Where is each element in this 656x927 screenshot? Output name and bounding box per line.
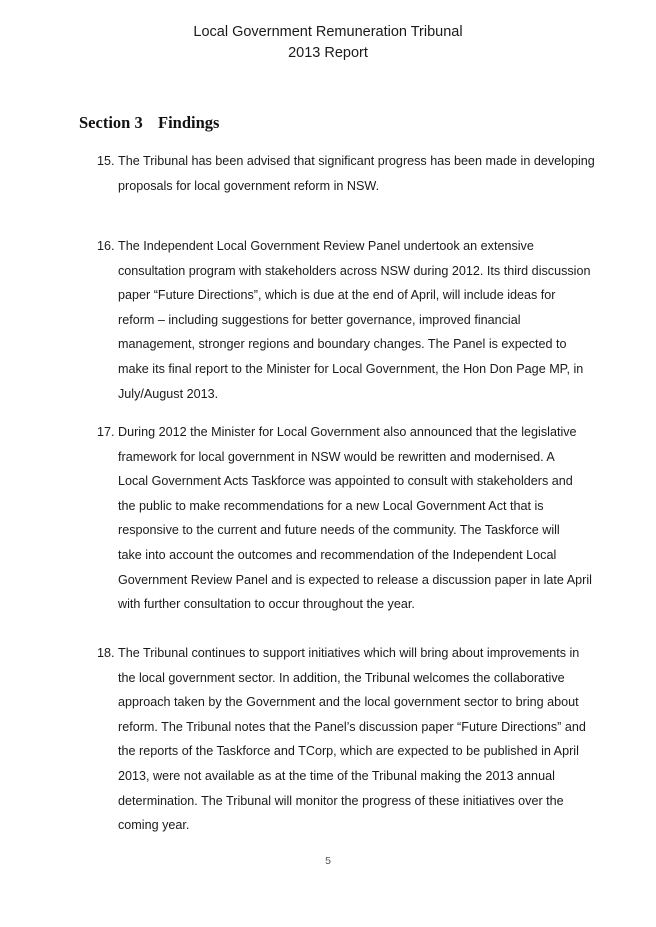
paragraph-line — [97, 469, 597, 494]
paragraph-line — [97, 592, 597, 617]
paragraph-text: the reports of the Taskforce and TCorp, which are expected to be published in April — [118, 744, 579, 759]
paragraph-number: 16. — [97, 239, 115, 253]
paragraph-text: take into account the outcomes and recommendation of the Independent Local — [118, 547, 557, 562]
paragraph-line — [97, 382, 597, 407]
paragraph-18 — [97, 641, 597, 838]
paragraph-text: The Tribunal continues to support initiatives which will bring about improvements in — [118, 646, 580, 660]
paragraph-text: approach taken by the Government and the local government sector to bring about — [118, 695, 579, 710]
paragraph-16 — [97, 234, 597, 406]
paragraph-line — [97, 813, 597, 838]
paragraph-17 — [97, 420, 597, 617]
paragraph-line — [97, 332, 597, 357]
paragraph-text: framework for local government in NSW would be rewritten and modernised. A — [118, 449, 555, 464]
paragraph-number: 15. — [97, 154, 115, 168]
paragraph-text: with further consultation to occur throughout the year. — [118, 597, 415, 612]
paragraph-line — [97, 641, 597, 666]
paragraph-line — [97, 543, 597, 568]
paragraph-text: coming year. — [118, 818, 190, 833]
paragraph-text: make its final report to the Minister for Local Government, the Hon Don Page MP, in — [118, 361, 584, 376]
paragraph-text: determination. The Tribunal will monitor the progress of these initiatives over the — [118, 793, 564, 808]
page-number: 5 — [325, 855, 331, 867]
paragraph-line — [97, 715, 597, 740]
paragraph-text: the public to make recommendations for a new Local Government Act that is — [118, 498, 544, 513]
paragraph-text: reform – including suggestions for better governance, improved financial — [118, 312, 521, 327]
paragraph-text: July/August 2013. — [118, 386, 219, 401]
paragraph-text: paper “Future Directions”, which is due at the end of April, will include ideas for — [118, 288, 556, 303]
paragraph-number: 18. — [97, 646, 115, 660]
header-title: Local Government Remuneration Tribunal — [193, 24, 463, 40]
paragraph-text: 2013, were not available as at the time of the Tribunal making the 2013 annual — [118, 768, 555, 783]
paragraph-text: consultation program with stakeholders across NSW during 2012. Its third discussion — [118, 263, 591, 278]
paragraph-text: management, stronger regions and boundary changes. The Panel is expected to — [118, 337, 567, 352]
paragraph-line — [97, 739, 597, 764]
paragraph-line — [97, 283, 597, 308]
header-subtitle: 2013 Report — [288, 45, 368, 61]
paragraph-line — [97, 764, 597, 789]
paragraph-text: During 2012 the Minister for Local Government also announced that the legislative — [118, 425, 577, 439]
paragraph-line — [97, 259, 597, 284]
paragraph-line — [97, 149, 597, 174]
paragraph-line — [97, 568, 597, 593]
paragraph-text: Local Government Acts Taskforce was appointed to consult with stakeholders and — [118, 474, 573, 489]
paragraph-line — [97, 174, 597, 199]
paragraph-text: proposals for local government reform in NSW. — [118, 178, 380, 193]
paragraph-line — [97, 445, 597, 470]
paragraph-text: responsive to the current and future needs of the community. The Taskforce will — [118, 523, 560, 538]
paragraph-15 — [97, 149, 597, 198]
paragraph-line — [97, 690, 597, 715]
paragraph-text: The Independent Local Government Review Panel undertook an extensive — [118, 239, 534, 253]
paragraph-line — [97, 518, 597, 543]
paragraph-text: reform. The Tribunal notes that the Panel’s discussion paper “Future Directions” and — [118, 719, 586, 734]
paragraph-line — [97, 666, 597, 691]
paragraph-line — [97, 234, 597, 259]
paragraph-text: The Tribunal has been advised that significant progress has been made in developing — [118, 154, 595, 168]
paragraph-text: the local government sector. In addition, the Tribunal welcomes the collaborative — [118, 670, 565, 685]
paragraph-line — [97, 420, 597, 445]
paragraph-line — [97, 494, 597, 519]
paragraph-text: Government Review Panel and is expected to release a discussion paper in late April — [118, 572, 592, 587]
section-heading — [79, 113, 219, 133]
paragraph-line — [97, 357, 597, 382]
paragraph-line — [97, 308, 597, 333]
page-header — [0, 22, 656, 64]
paragraph-number: 17. — [97, 425, 115, 439]
paragraph-line — [97, 789, 597, 814]
section-title: Findings — [158, 113, 220, 132]
section-number: Section 3 — [79, 113, 143, 132]
